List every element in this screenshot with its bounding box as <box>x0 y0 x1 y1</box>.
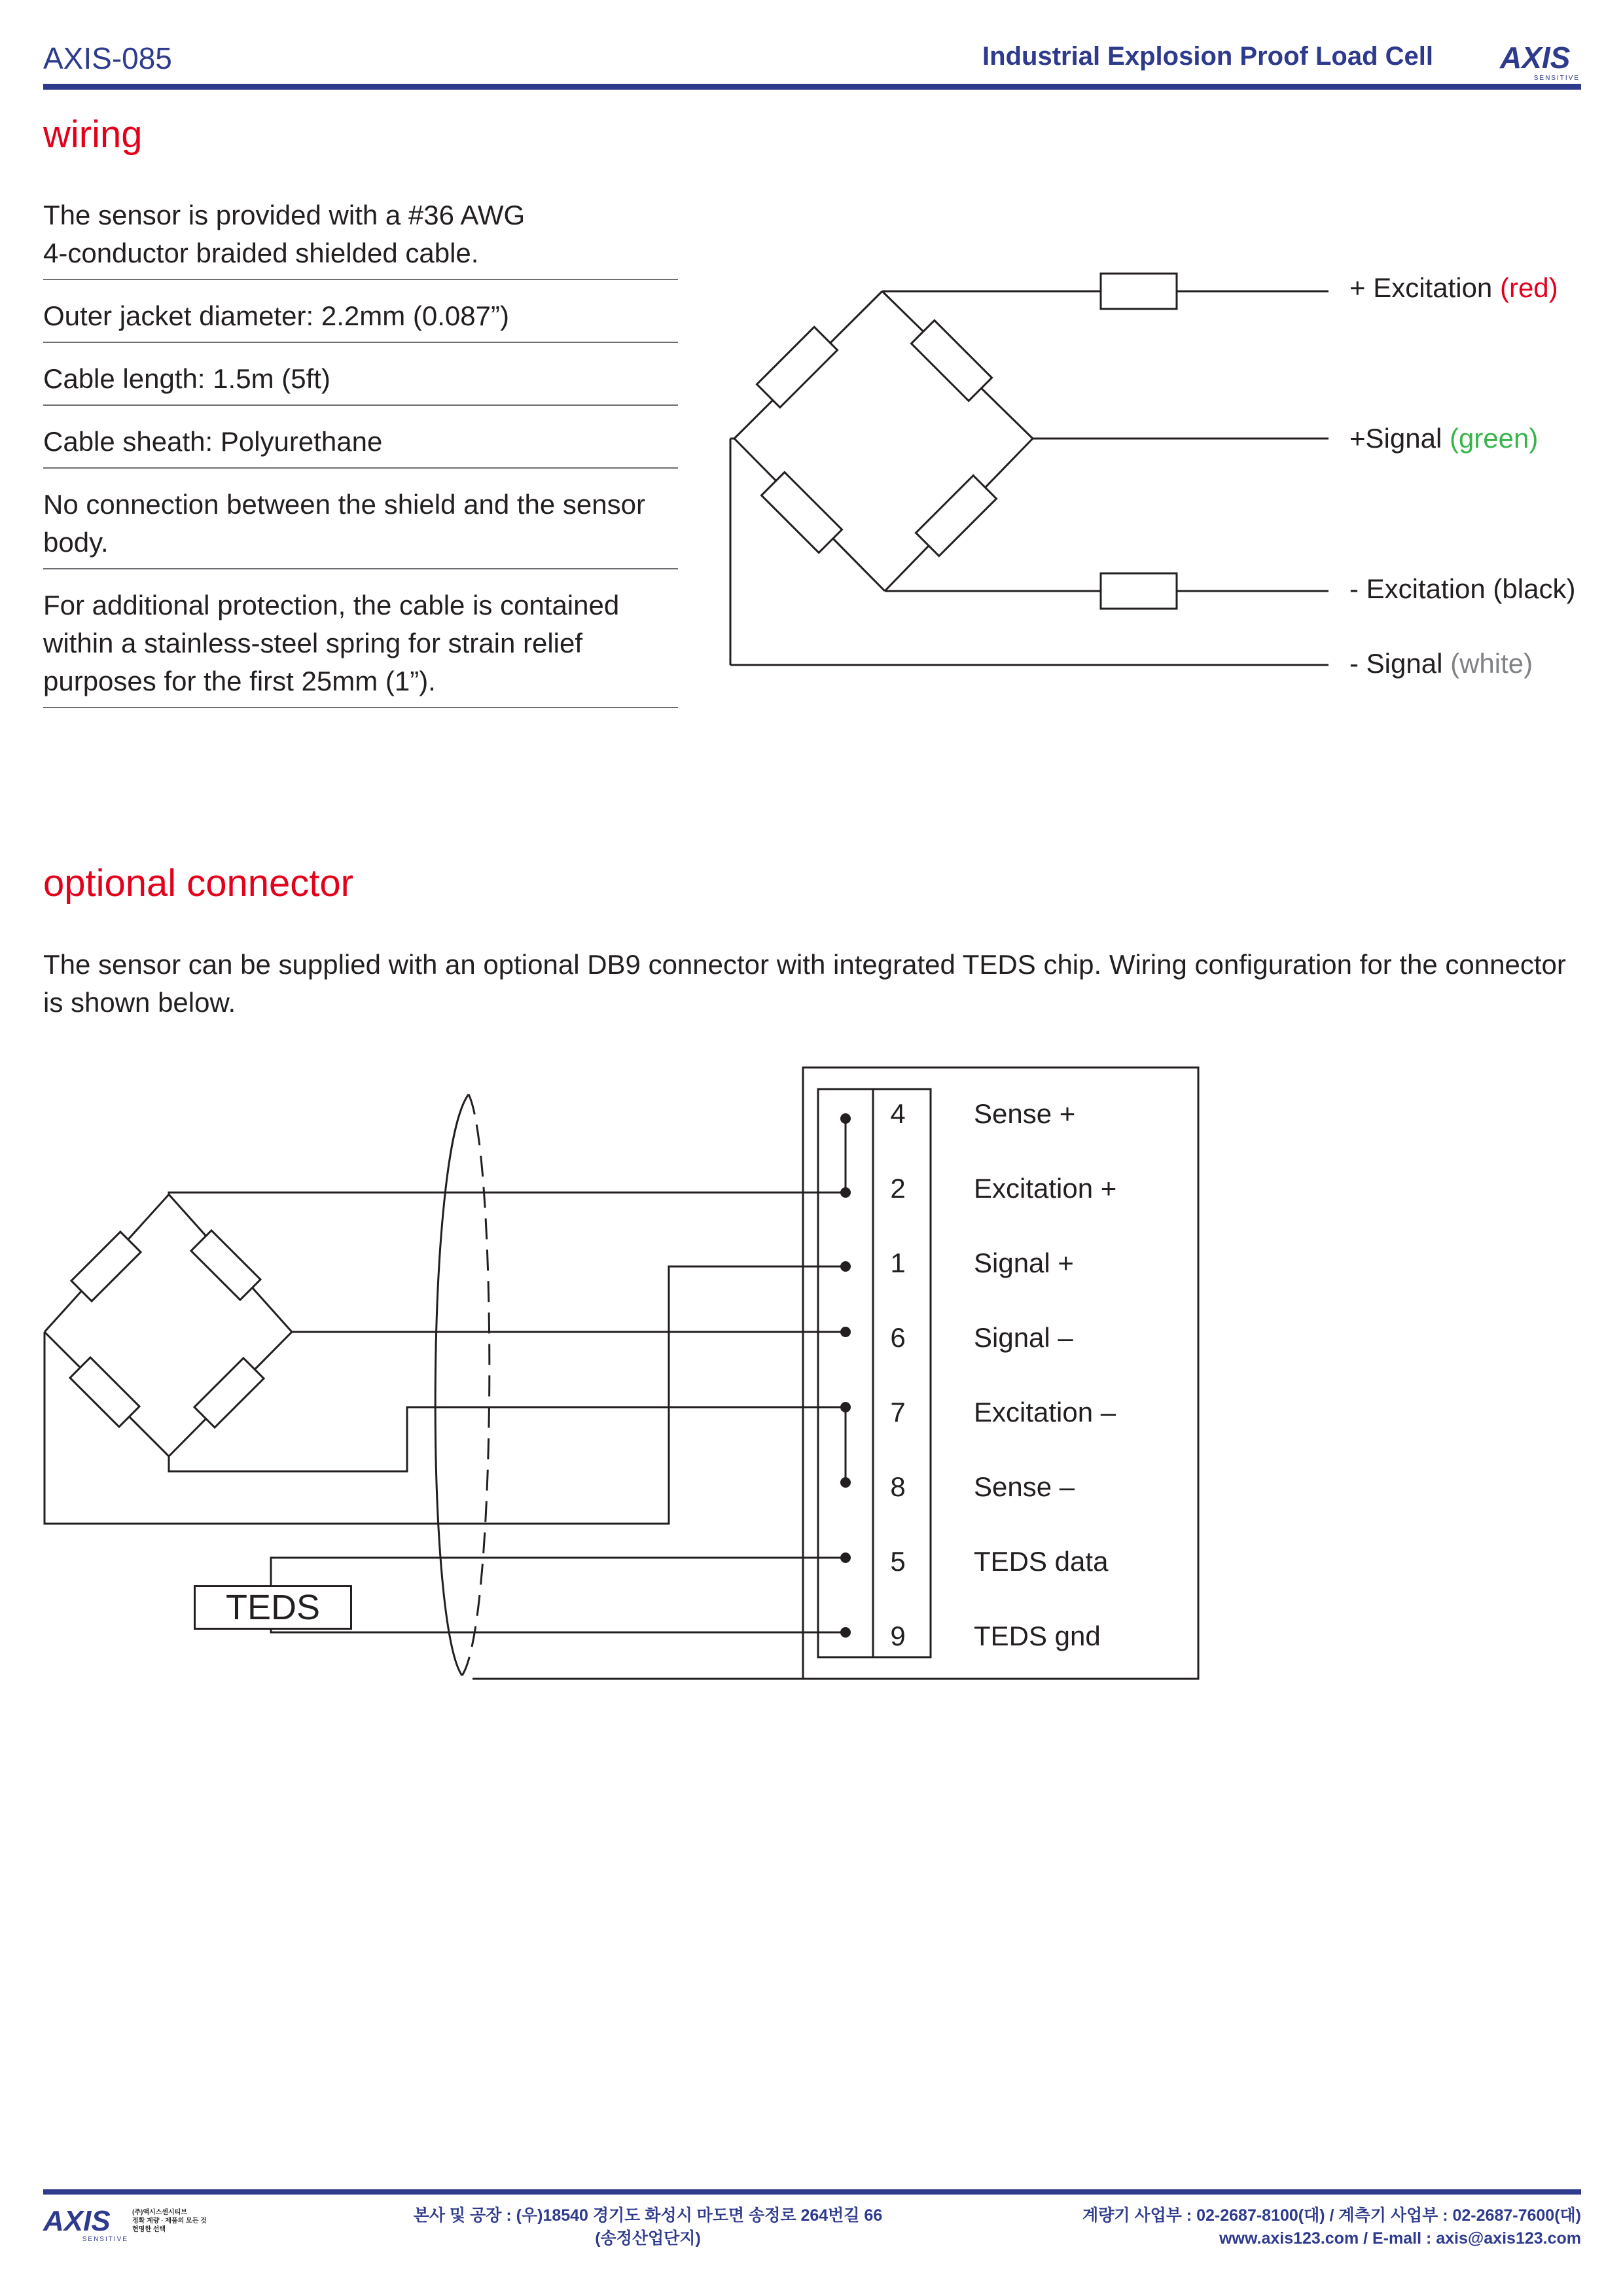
pin-name: Sense + <box>974 1098 1076 1129</box>
wire-name: - Signal <box>1349 648 1443 679</box>
wire-color-black: (black) <box>1493 573 1576 604</box>
wire-name: +Signal <box>1349 423 1442 454</box>
footer-address-line: 본사 및 공장 : (우)18540 경기도 화성시 마도면 송정로 264번길 66 <box>413 2206 883 2225</box>
spec-item-shield-connection: No connection between the shield and the sensor body. <box>43 469 678 569</box>
footer-company-slogan: 정확 계량 · 제품의 모든 것 <box>132 2217 207 2225</box>
pin-name: Signal + <box>974 1247 1074 1278</box>
logo-wordmark: AXIS <box>1500 41 1571 75</box>
pin-name: Excitation + <box>974 1173 1117 1204</box>
document-title: Industrial Explosion Proof Load Cell <box>982 42 1433 71</box>
pin-number: 8 <box>890 1471 906 1502</box>
pin-name: Excitation – <box>974 1397 1116 1427</box>
pin-number: 5 <box>890 1546 906 1577</box>
pin-number: 1 <box>890 1247 906 1278</box>
connector-intro-text: The sensor can be supplied with an optional DB9 connector with integrated TEDS chip. Wiring configuration for the connector is shown below. <box>43 949 1566 1018</box>
model-number: AXIS-085 <box>43 41 172 75</box>
footer-company-block <box>132 2208 207 2234</box>
pin-name: Sense – <box>974 1471 1075 1502</box>
logo-tagline: SENSITIVE <box>1533 75 1580 82</box>
spec-item-strain-relief: For additional protection, the cable is contained within a stainless-steel spring for strain relief purposes for the first 25mm (1”). <box>43 569 678 708</box>
footer-axis-logo <box>43 2206 135 2246</box>
connector-section-title: optional connector <box>43 862 353 905</box>
spec-item-cable-length: Cable length: 1.5m (5ft) <box>43 343 678 406</box>
wire-color-green: (green) <box>1449 423 1539 454</box>
footer-logo-tagline: SENSITIVE <box>82 2236 128 2243</box>
pin-name: TEDS gnd <box>974 1621 1101 1651</box>
footer-rule <box>43 2189 1581 2195</box>
footer-company-slogan-2: 현명한 선택 <box>132 2226 166 2233</box>
teds-chip-label: TEDS <box>194 1585 352 1630</box>
pin-number: 2 <box>890 1173 906 1204</box>
wire-color-white: (white) <box>1450 648 1533 679</box>
pin-number: 7 <box>890 1397 906 1427</box>
wiring-section-title: wiring <box>43 113 143 156</box>
pin-number: 9 <box>890 1621 906 1651</box>
pin-number: 4 <box>890 1098 906 1129</box>
pin-name: TEDS data <box>974 1546 1109 1577</box>
footer-address-line: (송정산업단지) <box>595 2229 701 2248</box>
footer-phone-line: 계량기 사업부 : 02-2687-8100(대) / 계측기 사업부 : 02-2687-7600(대) <box>1082 2206 1581 2225</box>
pin-name: Signal – <box>974 1322 1073 1353</box>
spec-item-cable: The sensor is provided with a #36 AWG 4-conductor braided shielded cable. <box>43 191 678 280</box>
footer-address <box>366 2204 929 2250</box>
footer-company-name: (주)액시스센시티브 <box>132 2209 187 2216</box>
spec-item-cable-sheath: Cable sheath: Polyurethane <box>43 406 678 469</box>
wire-name: + Excitation <box>1349 272 1493 303</box>
footer-logo-wordmark: AXIS <box>43 2205 111 2237</box>
wire-name: - Excitation <box>1349 573 1486 604</box>
spec-item-jacket-diameter: Outer jacket diameter: 2.2mm (0.087”) <box>43 280 678 343</box>
wire-color-red: (red) <box>1499 272 1558 303</box>
footer-web-email-line: www.axis123.com / E-mall : axis@axis123.com <box>1219 2229 1581 2248</box>
footer-contact <box>1082 2204 1581 2250</box>
pin-number: 6 <box>890 1322 906 1353</box>
